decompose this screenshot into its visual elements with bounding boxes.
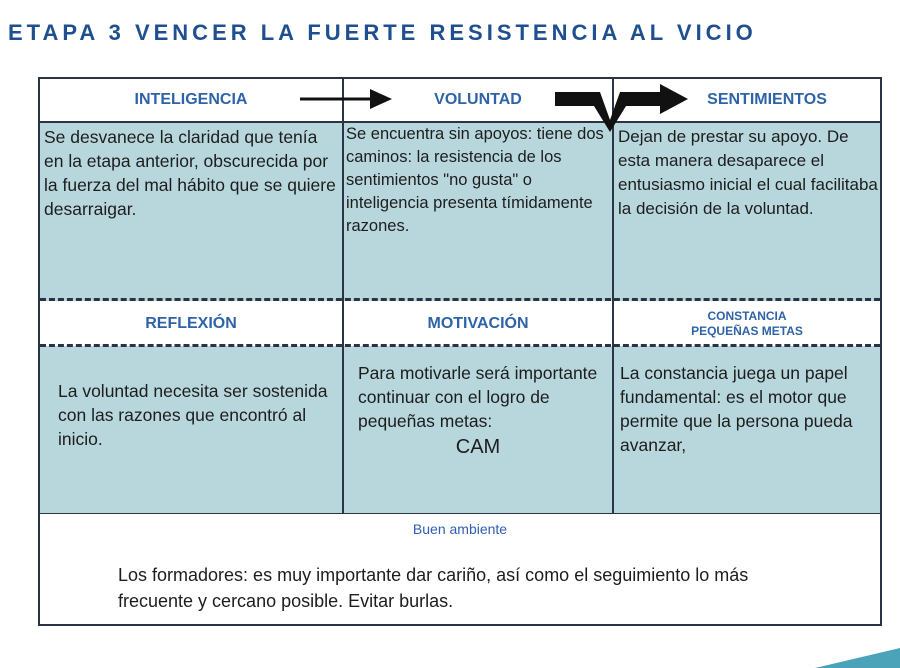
text-voluntad: Se encuentra sin apoyos: tiene dos caminos: la resistencia de los sentimientos "no gusta" o inteligencia presenta tímidamente razones. [346, 125, 604, 235]
buen-ambiente-title: Buen ambiente [412, 521, 508, 537]
header-inteligencia: INTELIGENCIA [40, 79, 342, 121]
header-reflexion: REFLEXIÓN [40, 301, 342, 346]
text-motivacion-body: Para motivarle será importante continuar con el logro de pequeñas metas: [358, 363, 598, 431]
corner-decoration [815, 648, 900, 668]
text-cam: CAM [455, 436, 501, 458]
text-inteligencia: Se desvanece la claridad que tenía en la etapa anterior, obscurecida por la fuerza del mal hábito que se quiere desarraigar. [44, 127, 336, 219]
text-constancia: La constancia juega un papel fundamental: es el motor que permite que la persona pueda avanzar, [620, 363, 853, 455]
text-reflexion: La voluntad necesita ser sostenida con las razones que encontró al inicio. [58, 381, 328, 449]
arrow-thin-head [370, 89, 392, 109]
arrow-thick [555, 84, 688, 132]
header-constancia-line1: CONSTANCIA [707, 308, 787, 323]
buen-ambiente-text: Los formadores: es muy importante dar cariño, así como el seguimiento lo más frecuente y cercano posible. Evitar burlas. [118, 565, 749, 611]
text-sentimientos: Dejan de prestar su apoyo. De esta manera desaparece el entusiasmo inicial el cual facilitaba la decisión de la voluntad. [618, 127, 878, 218]
buen-ambiente-panel [38, 514, 882, 626]
header-voluntad: VOLUNTAD [344, 79, 612, 121]
header-motivacion: MOTIVACIÓN [344, 301, 612, 346]
header-constancia-line2: PEQUEÑAS METAS [691, 323, 803, 338]
page-title: ETAPA 3 VENCER LA FUERTE RESISTENCIA AL VICIO [8, 20, 757, 45]
header-sentimientos: SENTIMIENTOS [614, 79, 880, 121]
